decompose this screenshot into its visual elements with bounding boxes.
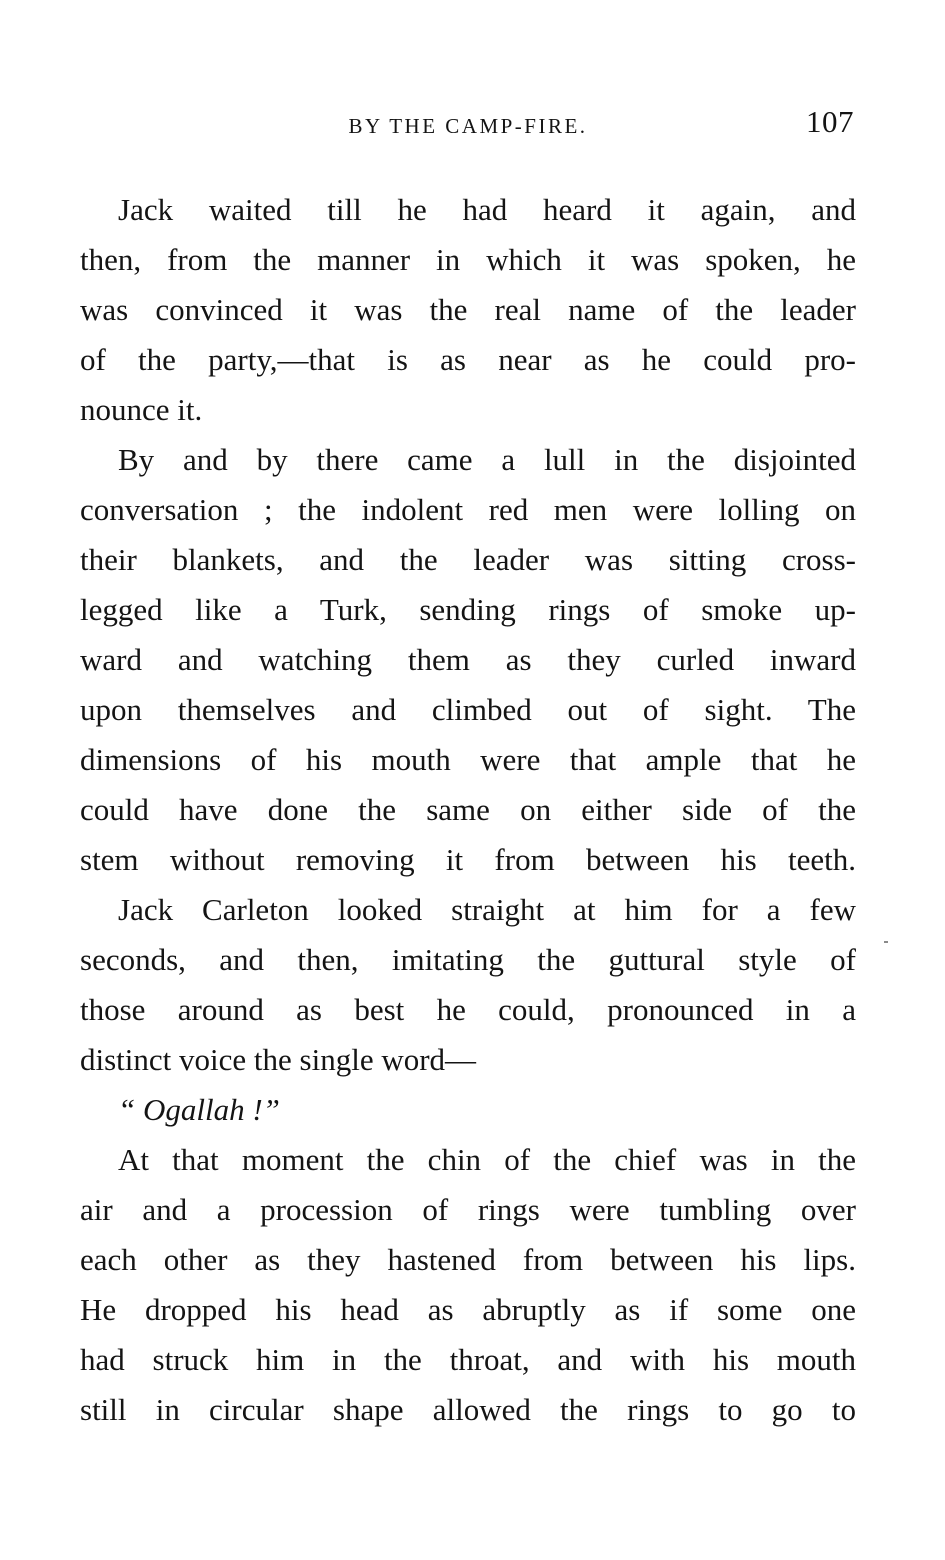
text-line: ward and watching them as they curled inward — [80, 642, 856, 677]
text-line: still in circular shape allowed the rings to go to — [80, 1392, 856, 1427]
text-line: then, from the manner in which it was spoken, he — [80, 242, 856, 277]
text-line: Jack Carleton looked straight at him for a few — [118, 892, 856, 927]
body-text — [80, 185, 856, 1435]
text-line: By and by there came a lull in the disjointed — [118, 442, 856, 477]
text-line: was convinced it was the real name of the leader — [80, 292, 856, 327]
text-line: He dropped his head as abruptly as if some one — [80, 1292, 856, 1327]
page-number: 107 — [806, 104, 854, 139]
text-line: upon themselves and climbed out of sight. The — [80, 692, 856, 727]
text-line: those around as best he could, pronounced in a — [80, 992, 856, 1027]
text-line: Jack waited till he had heard it again, and — [118, 192, 856, 227]
text-line: conversation ; the indolent red men were lolling on — [80, 492, 856, 527]
text-line: their blankets, and the leader was sitting cross- — [80, 542, 856, 577]
running-head — [80, 104, 856, 144]
text-line-quote: “ Ogallah !” — [118, 1092, 280, 1127]
text-line: each other as they hastened from between his lips. — [80, 1242, 856, 1277]
text-line: seconds, and then, imitating the guttural style of — [80, 942, 856, 977]
text-line: nounce it. — [80, 392, 203, 427]
text-line: had struck him in the throat, and with his mouth — [80, 1342, 856, 1377]
text-line: distinct voice the single word— — [80, 1042, 477, 1077]
text-line: air and a procession of rings were tumbling over — [80, 1192, 856, 1227]
margin-speck — [884, 941, 888, 943]
text-line: of the party,—that is as near as he could pro- — [80, 342, 856, 377]
text-line: legged like a Turk, sending rings of smoke up- — [80, 592, 856, 627]
text-line: stem without removing it from between his teeth. — [80, 842, 856, 877]
text-line: dimensions of his mouth were that ample that he — [80, 742, 856, 777]
text-line: could have done the same on either side of the — [80, 792, 856, 827]
running-title: BY THE CAMP-FIRE. — [348, 114, 588, 138]
text-line: At that moment the chin of the chief was in the — [118, 1142, 856, 1177]
